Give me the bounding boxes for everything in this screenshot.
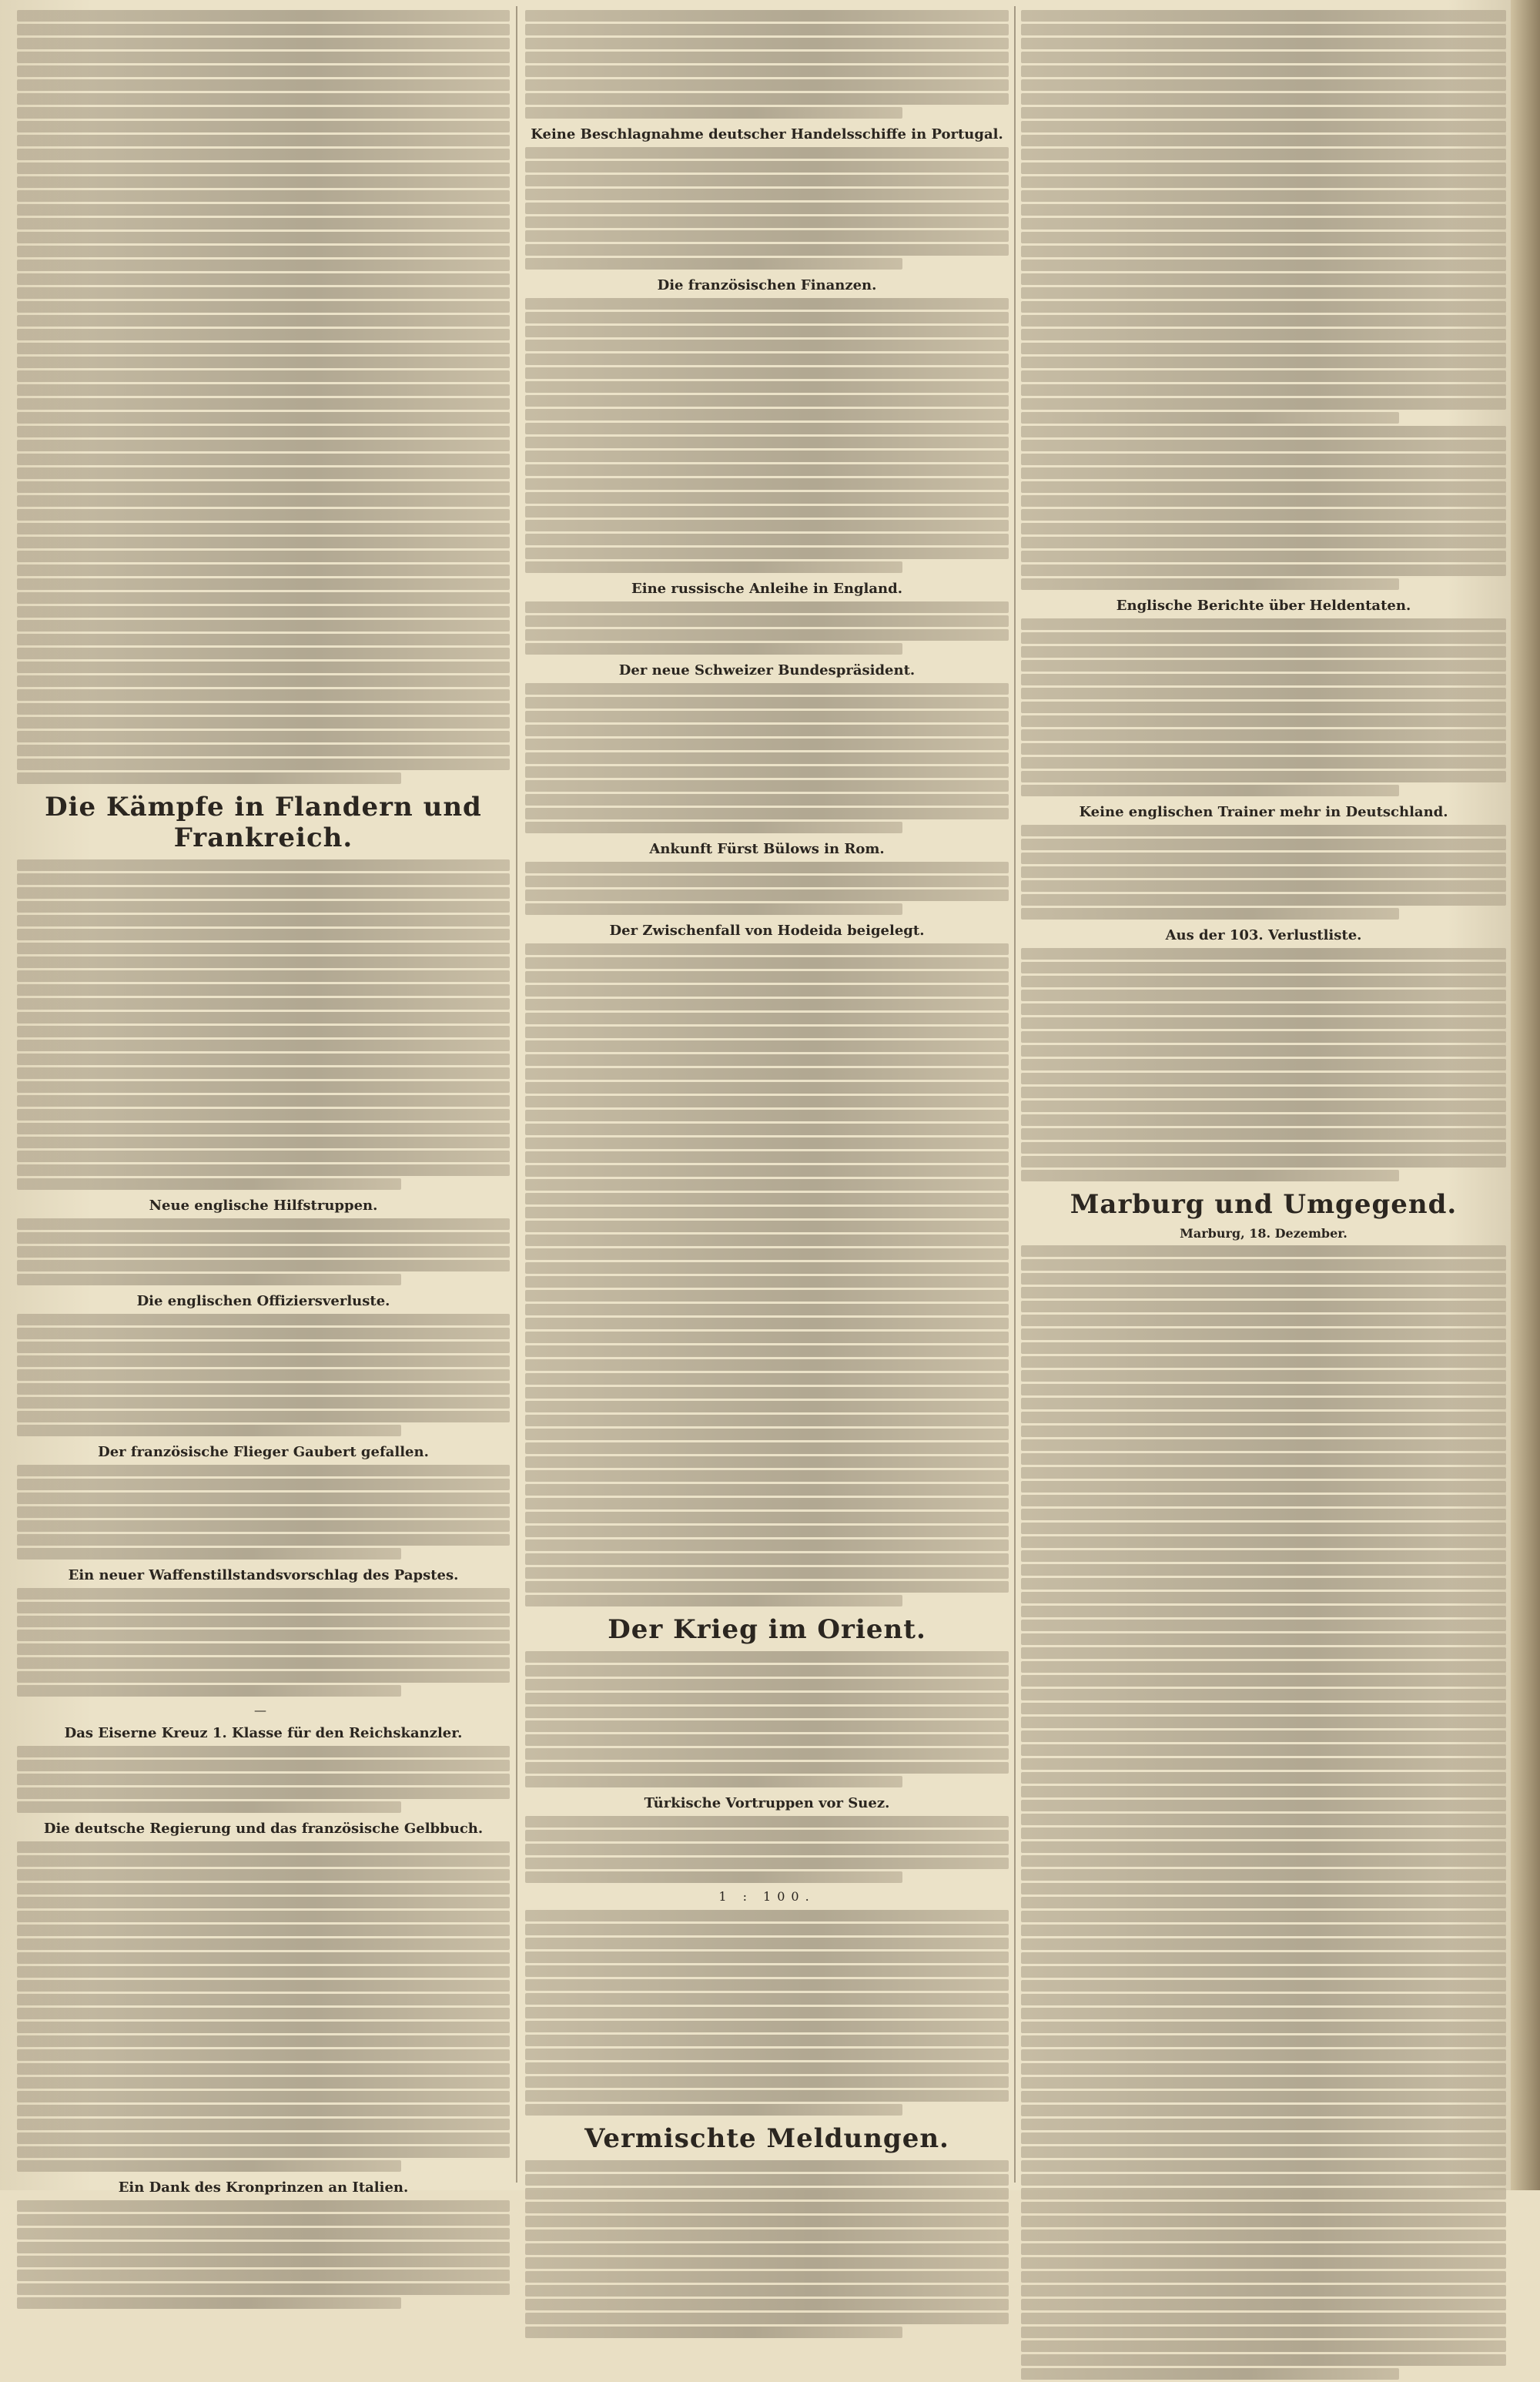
article-text: [525, 862, 1009, 915]
article-headline: Keine Beschlagnahme deutscher Handelsschiffe in Portugal.: [531, 126, 1003, 142]
article-text: [17, 1465, 510, 1560]
article-text: [525, 943, 1009, 1606]
article-text: [17, 1218, 510, 1285]
article-text: [525, 298, 1009, 573]
article-text: [17, 859, 510, 1190]
article-text: [525, 683, 1009, 833]
dateline: Marburg, 18. Dezember.: [1180, 1226, 1348, 1241]
section-headline: Vermischte Meldungen.: [584, 2123, 949, 2154]
article-text: [17, 1588, 510, 1697]
divider: 1 : 100.: [718, 1889, 815, 1904]
article-text: [1021, 618, 1506, 796]
article-text: [1021, 825, 1506, 920]
section-headline: Marburg und Umgegend.: [1070, 1189, 1458, 1220]
article-headline: Keine englischen Trainer mehr in Deutschland.: [1079, 804, 1448, 820]
article-text: [525, 2160, 1009, 2338]
article-text: [525, 147, 1009, 270]
article-headline: Ein Dank des Kronprinzen an Italien.: [118, 2179, 409, 2196]
article-headline: Das Eiserne Kreuz 1. Klasse für den Reichskanzler.: [64, 1725, 463, 1741]
article-text: [1021, 10, 1506, 424]
article-headline: Neue englische Hilfstruppen.: [149, 1198, 378, 1214]
article-headline: Ein neuer Waffenstillstandsvorschlag des Papstes.: [68, 1567, 459, 1583]
article-headline: Eine russische Anleihe in England.: [631, 581, 902, 597]
article-headline: Der Zwischenfall von Hodeida beigelegt.: [609, 923, 925, 939]
divider: —: [254, 1703, 273, 1717]
column-3: [1021, 8, 1506, 2382]
page-edge: [1511, 0, 1540, 2190]
article-headline: Ankunft Fürst Bülows in Rom.: [649, 841, 885, 857]
article-headline: Der neue Schweizer Bundespräsident.: [618, 662, 916, 678]
article-headline: Der französische Flieger Gaubert gefallen.: [98, 1444, 429, 1460]
article-headline: Die englischen Offiziersverluste.: [136, 1293, 390, 1309]
article-text: [525, 1651, 1009, 1787]
article-headline: Aus der 103. Verlustliste.: [1165, 927, 1362, 943]
article-text: [17, 2200, 510, 2309]
article-headline: Türkische Vortruppen vor Suez.: [644, 1795, 890, 1811]
article-text: [1021, 426, 1506, 590]
section-headline: Der Krieg im Orient.: [608, 1614, 926, 1645]
article-text: [1021, 1245, 1506, 2380]
article-text: [525, 1910, 1009, 2116]
column-rule: [1014, 6, 1016, 2183]
article-text: [17, 10, 510, 784]
article-text: [17, 1841, 510, 2172]
article-text: [525, 1816, 1009, 1883]
column-1: [17, 8, 510, 2311]
article-text: [1021, 948, 1506, 1181]
article-headline: Englische Berichte über Heldentaten.: [1116, 598, 1411, 614]
article-text: [17, 1746, 510, 1813]
article-text: [17, 1314, 510, 1436]
column-2: [525, 8, 1009, 2340]
article-headline: Die französischen Finanzen.: [657, 277, 877, 293]
section-headline: Die Kämpfe in Flandern und Frankreich.: [45, 792, 482, 853]
article-headline: Die deutsche Regierung und das französische Gelbbuch.: [43, 1821, 484, 1837]
article-text: [525, 10, 1009, 119]
column-rule: [516, 6, 517, 2183]
article-text: [525, 601, 1009, 655]
